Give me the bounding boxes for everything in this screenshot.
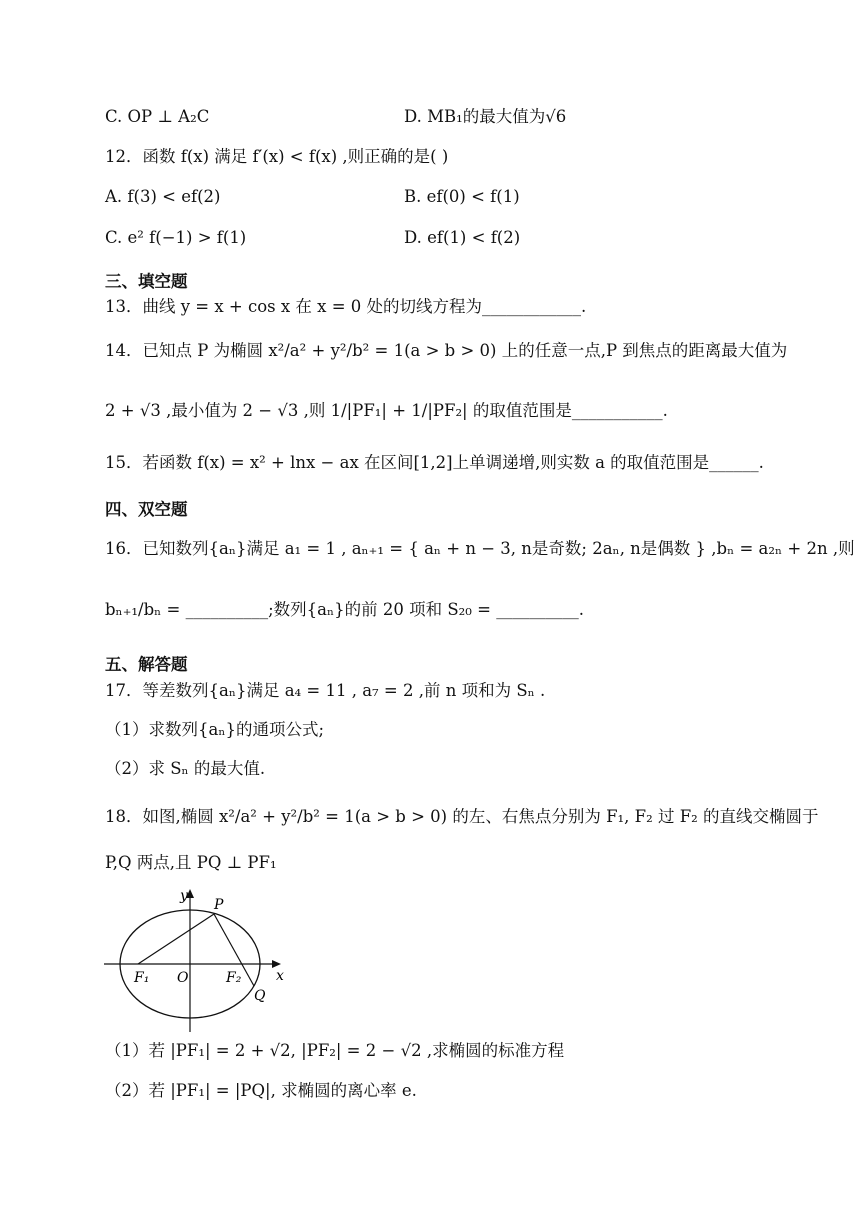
question-18-part2: （2）若 |PF₁| = |PQ|, 求椭圆的离心率 e. bbox=[105, 1081, 417, 1100]
label-y: y bbox=[180, 888, 188, 904]
question-13: 13．曲线 y = x + cos x 在 x = 0 处的切线方程为____________. bbox=[105, 297, 587, 316]
question-15: 15．若函数 f(x) = x² + lnx − ax 在区间[1,2]上单调递增,则实数 a 的取值范围是______. bbox=[105, 453, 764, 472]
option-d: D. ef(1) < f(2) bbox=[404, 228, 521, 247]
ellipse-figure bbox=[104, 884, 304, 1038]
label-f2: F₂ bbox=[226, 970, 242, 986]
question-12: 12．函数 f(x) 满足 f′(x) < f(x) ,则正确的是( ) bbox=[105, 147, 449, 166]
section-heading: 四、双空题 bbox=[105, 500, 188, 519]
question-16: 16．已知数列{aₙ}满足 a₁ = 1 , aₙ₊₁ = { aₙ + n − 3, n是奇数; 2aₙ, n是偶数 } ,bₙ = a₂ₙ + 2n ,则 bbox=[105, 539, 855, 558]
label-p: P bbox=[214, 897, 224, 913]
option-a: A. f(3) < ef(2) bbox=[105, 187, 221, 206]
question-16-cont: bₙ₊₁/bₙ = __________;数列{aₙ}的前 20 项和 S₂₀ = __________. bbox=[105, 600, 584, 619]
label-q: Q bbox=[254, 988, 266, 1004]
option-c: C. e² f(−1) > f(1) bbox=[105, 228, 247, 247]
question-14: 14．已知点 P 为椭圆 x²/a² + y²/b² = 1(a > b > 0) 上的任意一点,P 到焦点的距离最大值为 bbox=[105, 341, 788, 360]
text-line: C. OP ⊥ A₂C bbox=[105, 107, 210, 126]
question-14-cont: 2 + √3 ,最小值为 2 − √3 ,则 1/|PF₁| + 1/|PF₂| 的取值范围是___________. bbox=[105, 401, 668, 420]
question-17-part2: （2）求 Sₙ 的最大值. bbox=[105, 759, 266, 778]
option-b: B. ef(0) < f(1) bbox=[404, 187, 520, 206]
section-heading: 五、解答题 bbox=[105, 655, 188, 674]
question-17-part1: （1）求数列{aₙ}的通项公式; bbox=[105, 720, 325, 739]
section-heading: 三、填空题 bbox=[105, 272, 188, 291]
label-x: x bbox=[276, 968, 284, 984]
question-17: 17．等差数列{aₙ}满足 a₄ = 11 , a₇ = 2 ,前 n 项和为 Sₙ . bbox=[105, 681, 546, 700]
x-axis-arrow bbox=[272, 960, 281, 968]
question-18-cont: P,Q 两点,且 PQ ⊥ PF₁ bbox=[105, 853, 277, 872]
segment-pf1 bbox=[138, 914, 214, 964]
question-18-part1: （1）若 |PF₁| = 2 + √2, |PF₂| = 2 − √2 ,求椭圆的标准方程 bbox=[105, 1041, 565, 1060]
text-line: D. MB₁的最大值为√6 bbox=[404, 107, 567, 126]
label-o: O bbox=[177, 970, 189, 986]
label-f1: F₁ bbox=[134, 970, 150, 986]
question-18: 18．如图,椭圆 x²/a² + y²/b² = 1(a > b > 0) 的左、右焦点分别为 F₁, F₂ 过 F₂ 的直线交椭圆于 bbox=[105, 807, 819, 826]
